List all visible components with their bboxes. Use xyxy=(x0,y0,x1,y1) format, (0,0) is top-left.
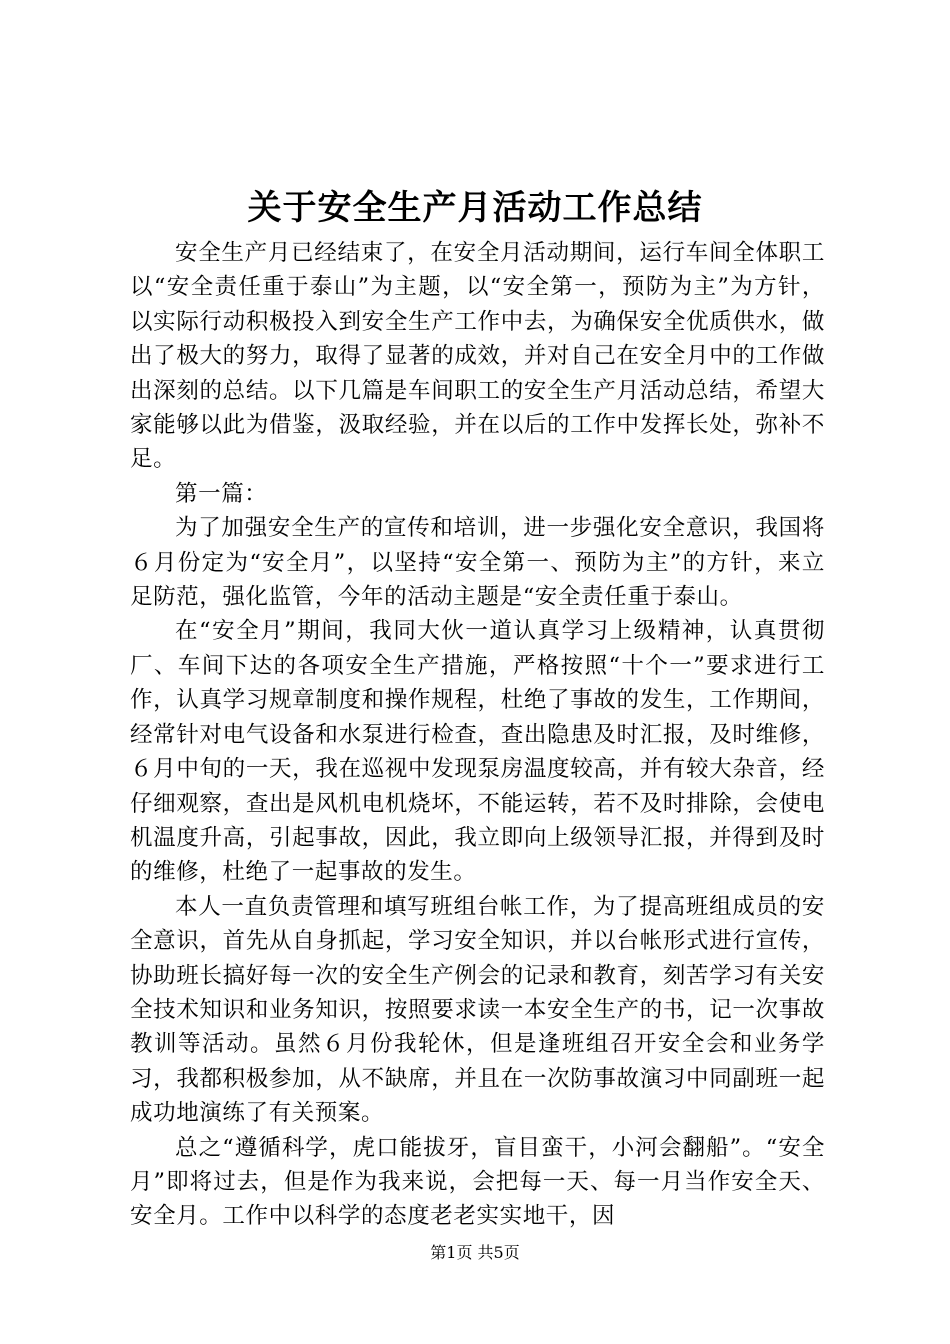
body-paragraph: 为了加强安全生产的宣传和培训，进一步强化安全意识，我国将６月份定为“安全月”，以坚持“安全第一、预防为主”的方针，来立足防范，强化监管，今年的活动主题是“安全责任重于泰山。 xyxy=(130,515,825,611)
body-paragraph: 总之“遵循科学，虎口能拔牙，盲目蛮干，小河会翻船”。“安全月”即将过去，但是作为我来说，会把每一天、每一月当作安全天、安全月。工作中以科学的态度老老实实地干，因 xyxy=(130,1134,825,1230)
body-paragraph: 在“安全月”期间，我同大伙一道认真学习上级精神，认真贯彻厂、车间下达的各项安全生产措施，严格按照“十个一”要求进行工作，认真学习规章制度和操作规程，杜绝了事故的发生，工作期间，经常针对电气设备和水泵进行检查，查出隐患及时汇报，及时维修，６月中旬的一天，我在巡视中发现泵房温度较高，并有较大杂音，经仔细观察，查出是风机电机烧坏，不能运转，若不及时排除，会使电机温度升高，引起事故，因此，我立即向上级领导汇报，并得到及时的维修，杜绝了一起事故的发生。 xyxy=(130,618,825,886)
body-paragraph: 本人一直负责管理和填写班组台帐工作，为了提高班组成员的安全意识，首先从自身抓起，学习安全知识，并以台帐形式进行宣传，协助班长搞好每一次的安全生产例会的记录和教育，刻苦学习有关安全技术知识和业务知识，按照要求读一本安全生产的书，记一次事故教训等活动。虽然６月份我轮休，但是逢班组召开安全会和业务学习，我都积极参加，从不缺席，并且在一次防事故演习中同副班一起成功地演练了有关预案。 xyxy=(130,893,825,1127)
intro-paragraph: 安全生产月已经结束了，在安全月活动期间，运行车间全体职工以“安全责任重于泰山”为主题，以“安全第一，预防为主”为方针，以实际行动积极投入到安全生产工作中去，为确保安全优质供水，做出了极大的努力，取得了显著的成效，并对自己在安全月中的工作做出深刻的总结。以下几篇是车间职工的安全生产月活动总结，希望大家能够以此为借鉴，汲取经验，并在以后的工作中发挥长处，弥补不足。 xyxy=(130,240,825,473)
document-title: 关于安全生产月活动工作总结 xyxy=(247,188,703,228)
section-heading: 第一篇： xyxy=(175,480,268,507)
document-body xyxy=(130,236,825,1234)
page-footer: 第1页 共5页 xyxy=(430,1243,520,1262)
